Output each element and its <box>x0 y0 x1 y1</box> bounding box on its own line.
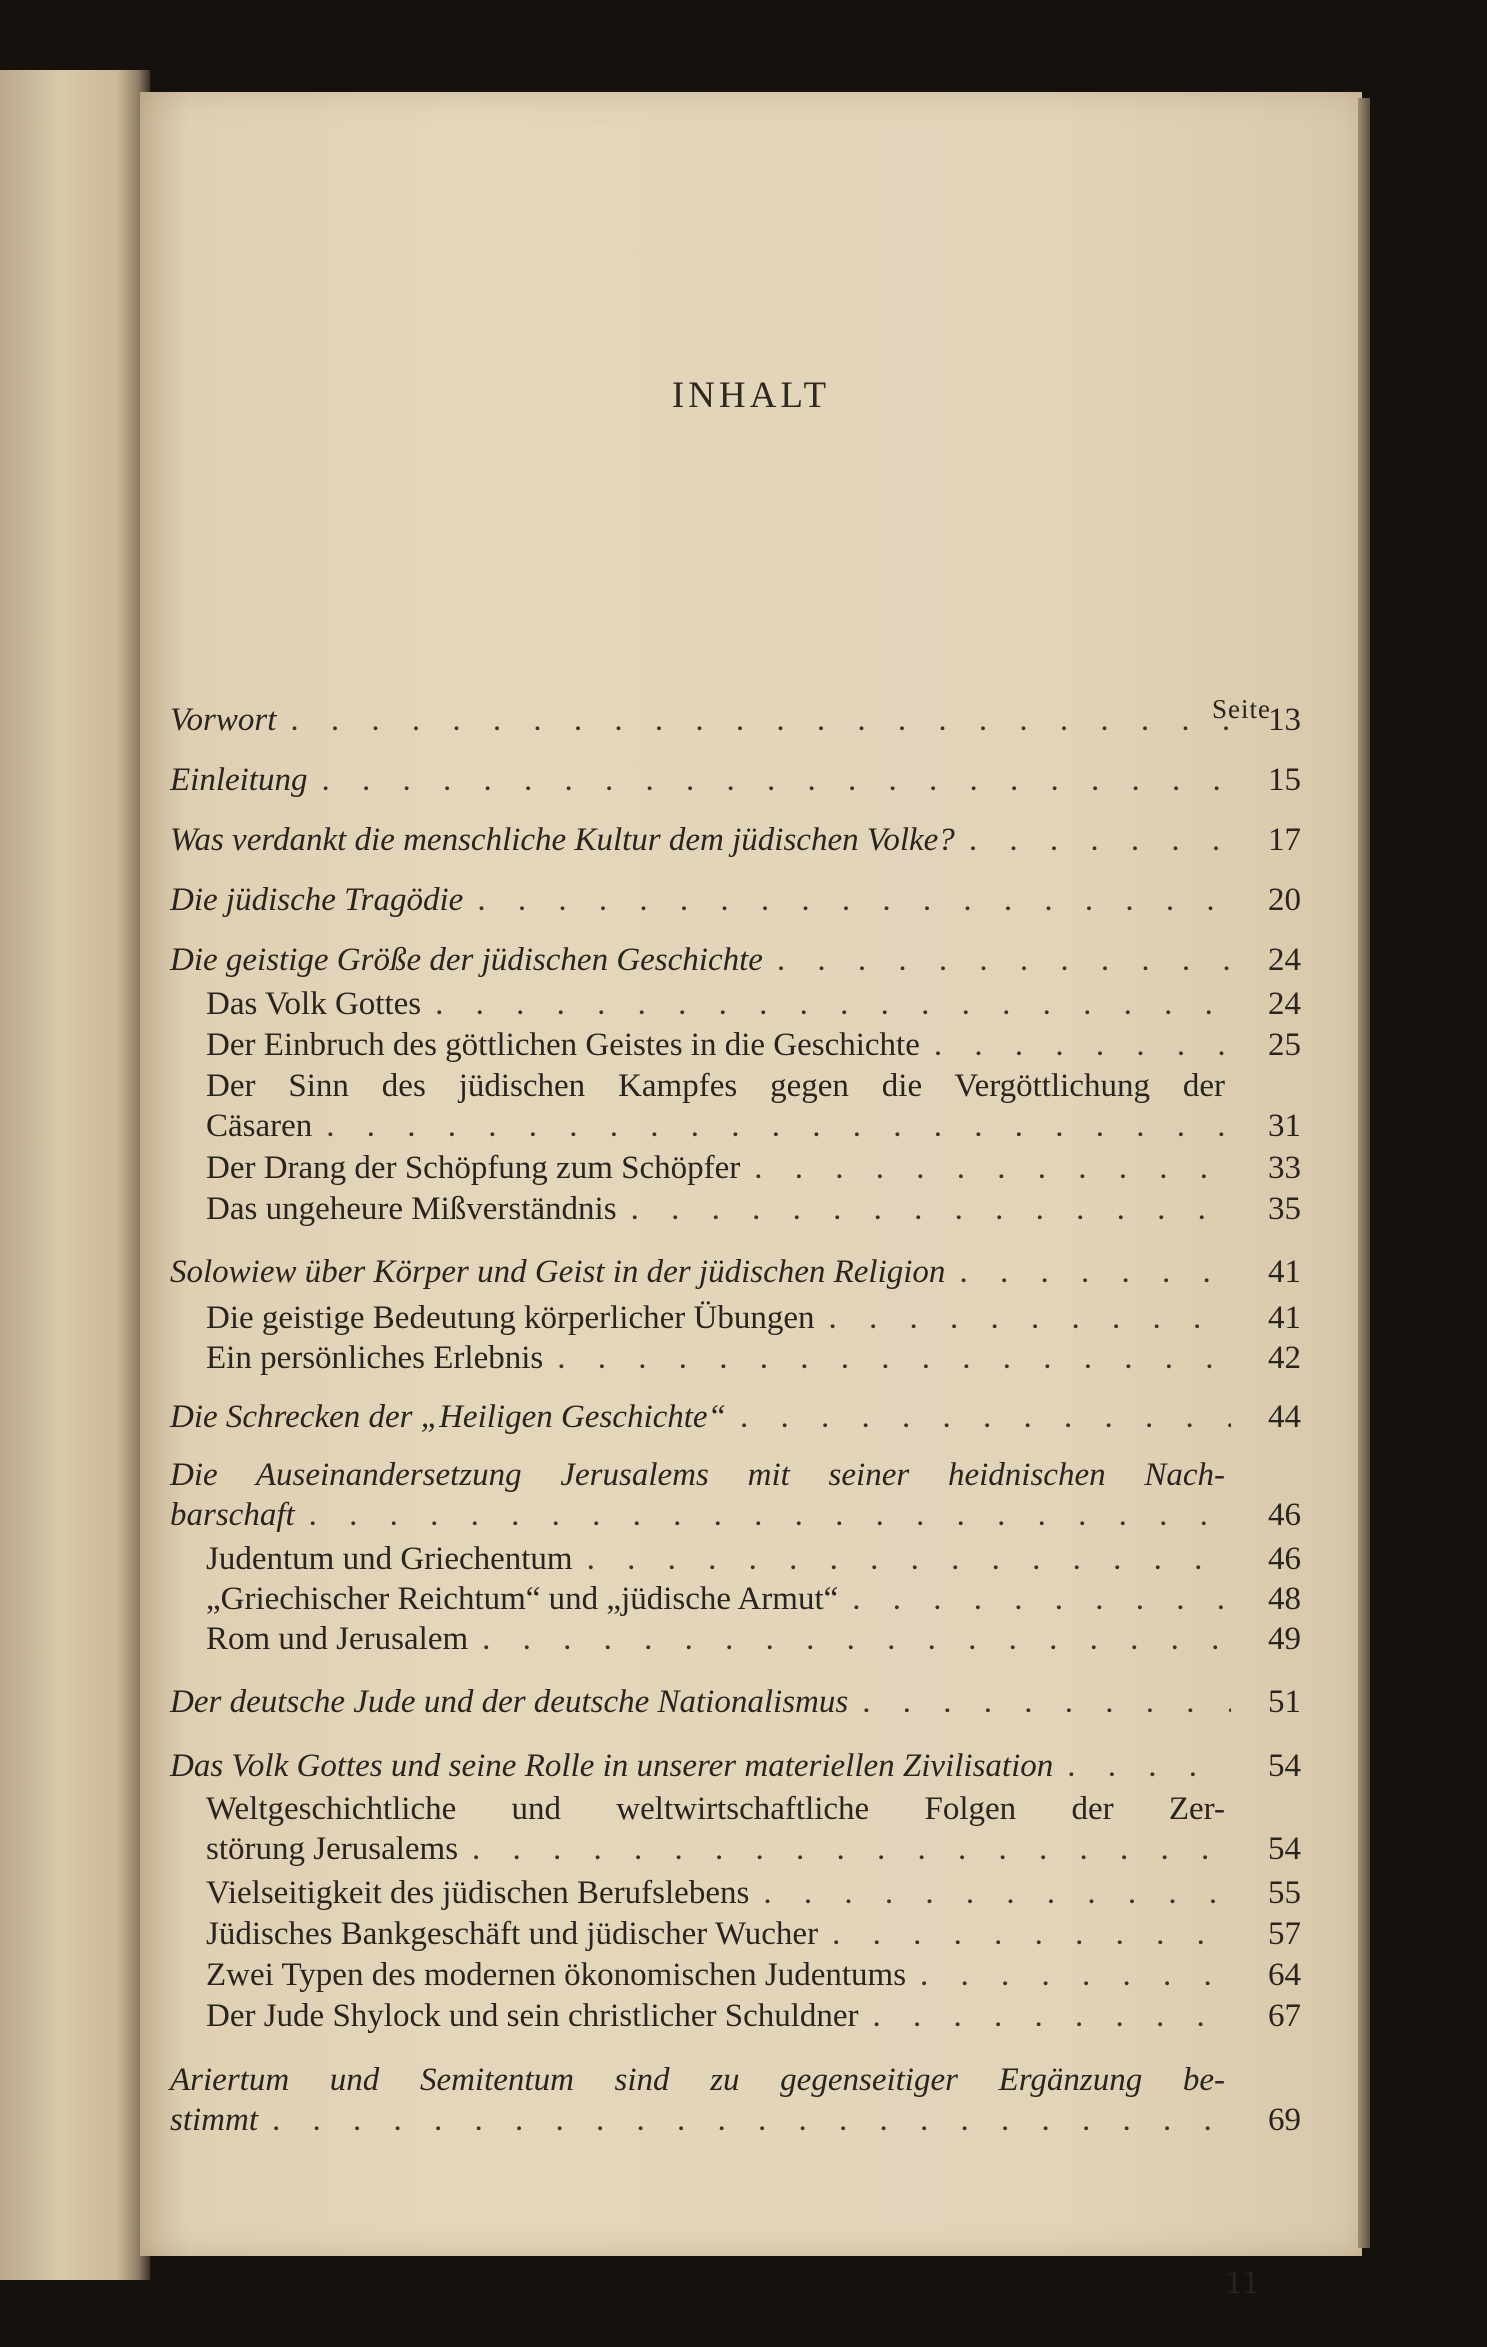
toc-subentry <box>206 1914 1301 1954</box>
toc-entry-title: Ein persönliches Erlebnis <box>206 1340 544 1376</box>
table-of-contents <box>140 92 1362 2256</box>
toc-entry <box>170 1397 1301 1437</box>
toc-page-number: 44 <box>1268 1399 1301 1435</box>
toc-entry-first-line: Weltgeschichtliche und weltwirtschaftliche Folgen der Zer- <box>206 1791 1225 1827</box>
toc-page-number: 15 <box>1268 762 1301 798</box>
toc-entry-title: Rom und Jerusalem <box>206 1621 469 1657</box>
toc-entry-first-line: Ariertum und Semitentum sind zu gegenseitiger Ergänzung be- <box>170 2062 1225 2098</box>
toc-entry-first-line: Der Sinn des jüdischen Kampfes gegen die Vergöttlichung der <box>206 1068 1225 1104</box>
toc-subentry <box>206 1873 1301 1913</box>
toc-entry-title: Die jüdische Tragödie <box>170 882 464 918</box>
toc-page-number: 20 <box>1268 882 1301 918</box>
toc-entry-title: Der Drang der Schöpfung zum Schöpfer <box>206 1150 741 1186</box>
toc-entry-title: störung Jerusalems <box>206 1831 459 1867</box>
toc-entry-title: Das Volk Gottes und seine Rolle in unserer materiellen Zivilisation <box>170 1748 1054 1784</box>
leader-dots <box>272 2100 1231 2140</box>
toc-subentry <box>206 1298 1301 1338</box>
toc-page-number: 24 <box>1268 942 1301 978</box>
page-title: INHALT <box>671 375 831 416</box>
leader-dots <box>290 700 1231 740</box>
toc-page-number: 24 <box>1268 986 1301 1022</box>
leader-dots <box>472 1829 1231 1869</box>
toc-page-number: 64 <box>1268 1957 1301 1993</box>
toc-page-number: 54 <box>1268 1748 1301 1784</box>
toc-entry-title: Die geistige Bedeutung körperlicher Übungen <box>206 1300 815 1336</box>
toc-page-number: 46 <box>1268 1541 1301 1577</box>
toc-entry <box>170 940 1301 980</box>
page-edge <box>1358 98 1370 2248</box>
leader-dots <box>829 1298 1232 1338</box>
toc-entry-title: Vorwort <box>170 702 277 738</box>
toc-entry-title: Die geistige Größe der jüdischen Geschichte <box>170 942 763 978</box>
toc-entry-title: Der Jude Shylock und sein christlicher Schuldner <box>206 1998 859 2034</box>
toc-page-number: 13 <box>1268 702 1301 738</box>
toc-page-number: 55 <box>1268 1875 1301 1911</box>
leader-dots <box>740 1397 1231 1437</box>
toc-page-number: 35 <box>1268 1191 1301 1227</box>
toc-entry <box>170 700 1301 740</box>
toc-entry-title: Was verdankt die menschliche Kultur dem jüdischen Volke? <box>170 822 955 858</box>
toc-entry-title: Jüdisches Bankgeschäft und jüdischer Wucher <box>206 1916 819 1952</box>
toc-entry <box>170 2060 1301 2140</box>
leader-dots <box>326 1106 1231 1146</box>
toc-page-number: 49 <box>1268 1621 1301 1657</box>
leader-dots <box>852 1579 1231 1619</box>
toc-entry <box>170 760 1301 800</box>
toc-page-number: 51 <box>1268 1684 1301 1720</box>
toc-page-number: 57 <box>1268 1916 1301 1952</box>
toc-entry <box>170 820 1301 860</box>
toc-subentry <box>206 1189 1301 1229</box>
toc-page-number: 54 <box>1268 1831 1301 1867</box>
toc-entry <box>170 1746 1301 1786</box>
leader-dots <box>959 1252 1231 1292</box>
leader-dots <box>557 1338 1231 1378</box>
toc-subentry <box>206 1619 1301 1659</box>
toc-subentry <box>206 1579 1301 1619</box>
toc-subentry <box>206 984 1301 1024</box>
toc-entry-title: Der Einbruch des göttlichen Geistes in die Geschichte <box>206 1027 920 1063</box>
toc-subentry <box>206 1955 1301 1995</box>
leader-dots <box>631 1189 1231 1229</box>
leader-dots <box>477 880 1231 920</box>
toc-subentry <box>206 1025 1301 1065</box>
toc-subentry <box>206 1789 1301 1869</box>
leader-dots <box>1067 1746 1231 1786</box>
leader-dots <box>777 940 1231 980</box>
toc-entry-title: Vielseitigkeit des jüdischen Berufslebens <box>206 1875 750 1911</box>
toc-page-number: 41 <box>1268 1254 1301 1290</box>
toc-page-number: 25 <box>1268 1027 1301 1063</box>
toc-page-number: 31 <box>1268 1108 1301 1144</box>
leader-dots <box>482 1619 1231 1659</box>
toc-entry-title: Einleitung <box>170 762 308 798</box>
leader-dots <box>832 1914 1231 1954</box>
leader-dots <box>873 1996 1231 2036</box>
toc-entry-title: Das ungeheure Mißverständnis <box>206 1191 617 1227</box>
toc-page-number: 33 <box>1268 1150 1301 1186</box>
toc-entry <box>170 1682 1301 1722</box>
toc-entry-title: Zwei Typen des modernen ökonomischen Judentums <box>206 1957 907 1993</box>
toc-subentry <box>206 1148 1301 1188</box>
page-number-folio: 11 <box>1225 2264 1260 2301</box>
leader-dots <box>754 1148 1231 1188</box>
toc-entry-first-line: Die Auseinandersetzung Jerusalems mit seiner heidnischen Nach- <box>170 1457 1225 1493</box>
leader-dots <box>587 1539 1231 1579</box>
toc-entry-title: Judentum und Griechentum <box>206 1541 573 1577</box>
book-page <box>140 92 1362 2301</box>
toc-page-number: 41 <box>1268 1300 1301 1336</box>
leader-dots <box>435 984 1231 1024</box>
leader-dots <box>763 1873 1231 1913</box>
toc-subentry <box>206 1996 1301 2036</box>
toc-entry-title: „Griechischer Reichtum“ und „jüdische Armut“ <box>206 1581 839 1617</box>
toc-page-number: 69 <box>1268 2102 1301 2138</box>
toc-entry-title: Das Volk Gottes <box>206 986 422 1022</box>
toc-page-number: 17 <box>1268 822 1301 858</box>
toc-page-number: 48 <box>1268 1581 1301 1617</box>
leader-dots <box>309 1495 1231 1535</box>
book-spine-edge <box>0 70 150 2280</box>
toc-entry <box>170 1252 1301 1292</box>
toc-page-number: 46 <box>1268 1497 1301 1533</box>
leader-dots <box>862 1682 1231 1722</box>
toc-subentry <box>206 1066 1301 1146</box>
page-column-label: Seite <box>1212 694 1271 724</box>
toc-entry-title: Die Schrecken der „Heiligen Geschichte“ <box>170 1399 726 1435</box>
leader-dots <box>920 1955 1231 1995</box>
leader-dots <box>321 760 1231 800</box>
toc-entry-title: Cäsaren <box>206 1108 313 1144</box>
toc-page-number: 42 <box>1268 1340 1301 1376</box>
toc-entry-title: Solowiew über Körper und Geist in der jüdischen Religion <box>170 1254 946 1290</box>
toc-subentry <box>206 1539 1301 1579</box>
toc-entry <box>170 880 1301 920</box>
toc-entry-title: Der deutsche Jude und der deutsche Nationalismus <box>170 1684 849 1720</box>
toc-entry-title: stimmt <box>170 2102 259 2138</box>
toc-entry-title: barschaft <box>170 1497 295 1533</box>
toc-page-number: 67 <box>1268 1998 1301 2034</box>
toc-subentry <box>206 1338 1301 1378</box>
leader-dots <box>969 820 1231 860</box>
toc-entry <box>170 1455 1301 1535</box>
leader-dots <box>934 1025 1231 1065</box>
